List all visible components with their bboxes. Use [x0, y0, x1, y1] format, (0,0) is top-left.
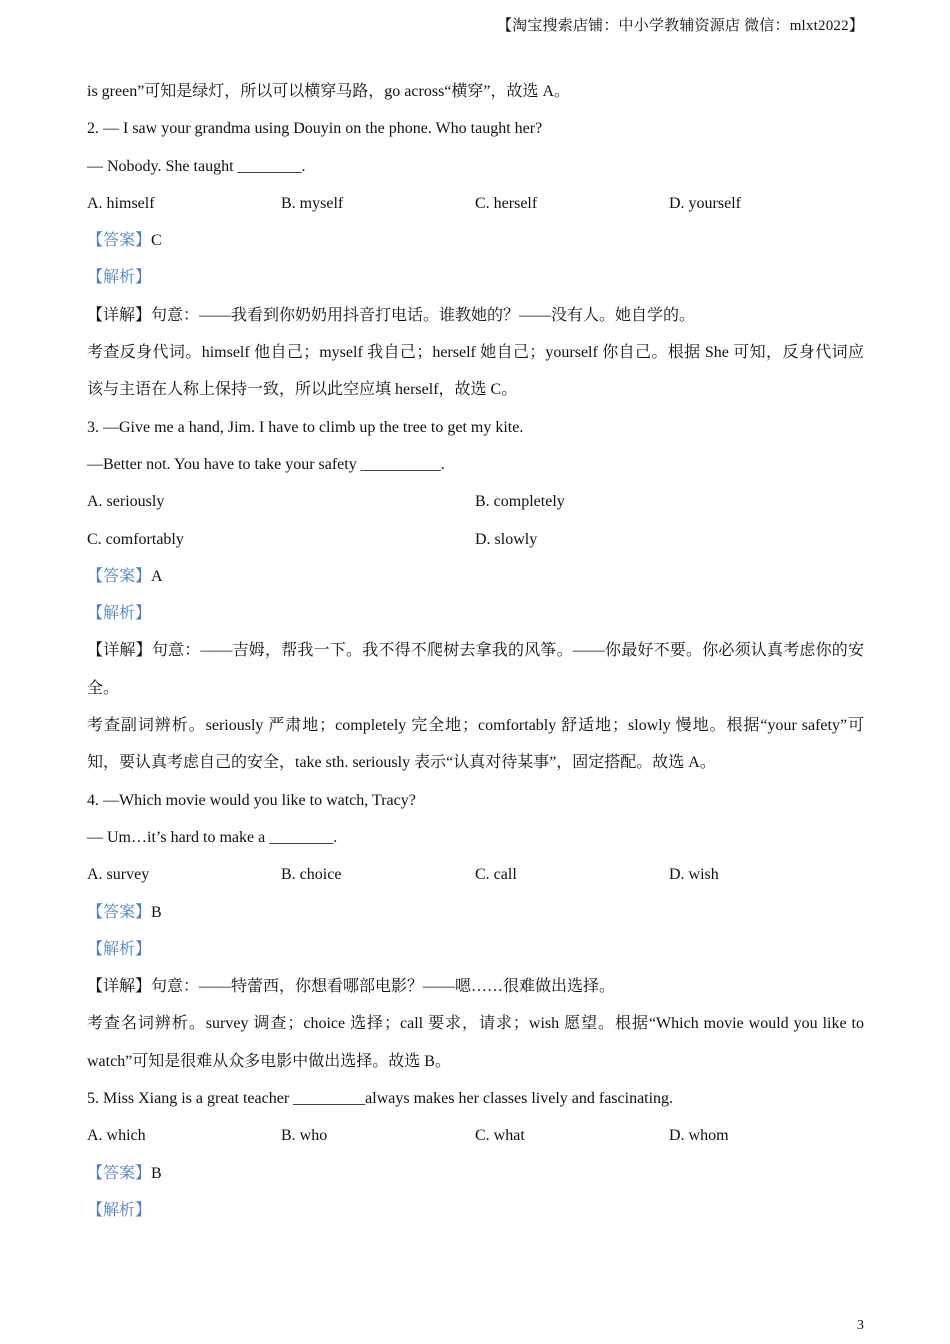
q2-explanation: 考查反身代词。himself 他自己；myself 我自己；herself 她自己；yourself 你自己。根据 She 可知，反身代词应该与主语在人称上保持一致，所以此空应填 herself，故选 C。: [87, 344, 864, 399]
q3-answer-value: A: [151, 567, 163, 585]
answer-label: 【答案】: [87, 232, 152, 250]
q4-options: [87, 856, 864, 893]
q3-prompt: 3. —Give me a hand, Jim. I have to climb up the tree to get my kite.: [87, 418, 524, 436]
q5-option-c: C. what: [475, 1127, 525, 1145]
q4-option-a: A. survey: [87, 866, 150, 884]
q3-answer: [87, 558, 864, 595]
q3-options-row2: [87, 521, 864, 558]
q2-detail: [87, 297, 864, 334]
q4-response: — Um…it’s hard to make a ________.: [87, 828, 338, 846]
detail-label: 【详解】: [87, 642, 152, 660]
answer-label: 【答案】: [87, 567, 152, 585]
page-header: 【淘宝搜索店铺：中小学教辅资源店 微信：mlxt2022】: [496, 18, 864, 34]
q4-detail-text: 句意：——特蕾西，你想看哪部电影？——嗯……很难做出选择。: [151, 978, 616, 996]
q2-answer: [87, 222, 864, 259]
q5-prompt: 5. Miss Xiang is a great teacher _________always makes her classes lively and fascinating.: [87, 1090, 674, 1108]
analysis-label: 【解析】: [87, 605, 152, 623]
q5-answer-value: B: [151, 1164, 162, 1182]
q2-option-a: A. himself: [87, 194, 155, 212]
answer-label: 【答案】: [87, 903, 152, 921]
q4-option-c: C. call: [475, 866, 517, 884]
q2-analysis-heading: [87, 259, 864, 296]
q5-answer: [87, 1155, 864, 1192]
q4-detail: [87, 968, 864, 1005]
document-body: [87, 73, 864, 1229]
q5-analysis-heading: [87, 1192, 864, 1229]
q2-option-d: D. yourself: [669, 194, 741, 212]
q3-option-d: D. slowly: [475, 530, 538, 548]
analysis-label: 【解析】: [87, 940, 152, 958]
page-number: 3: [857, 1318, 864, 1333]
q4-explanation: 考查名词辨析。survey 调查；choice 选择；call 要求，请求；wish 愿望。根据“Which movie would you like to watch”可知是很难从众多电影中做出选择。故选 B。: [87, 1015, 864, 1070]
q3-option-c: C. comfortably: [87, 530, 184, 548]
q4-prompt: 4. —Which movie would you like to watch, Tracy?: [87, 791, 416, 809]
detail-label: 【详解】: [87, 306, 152, 324]
q2-response: — Nobody. She taught ________.: [87, 157, 306, 175]
q5-option-d: D. whom: [669, 1127, 729, 1145]
q3-options-row1: [87, 483, 864, 520]
q5-options: [87, 1117, 864, 1154]
q2-detail-text: 句意：——我看到你奶奶用抖音打电话。谁教她的？——没有人。她自学的。: [151, 306, 696, 324]
q4-analysis-heading: [87, 931, 864, 968]
q4-answer: [87, 894, 864, 931]
carryover-explanation: is green”可知是绿灯，所以可以横穿马路，go across“横穿”，故选 A。: [87, 83, 571, 100]
q4-option-d: D. wish: [669, 866, 719, 884]
q2-option-c: C. herself: [475, 194, 538, 212]
analysis-label: 【解析】: [87, 269, 152, 287]
q3-detail: [87, 632, 864, 707]
q3-response: —Better not. You have to take your safety __________.: [87, 455, 445, 473]
q3-analysis-heading: [87, 595, 864, 632]
q4-option-b: B. choice: [281, 866, 342, 884]
detail-label: 【详解】: [87, 978, 152, 996]
q5-option-b: B. who: [281, 1127, 328, 1145]
answer-label: 【答案】: [87, 1164, 152, 1182]
q2-prompt: 2. — I saw your grandma using Douyin on the phone. Who taught her?: [87, 120, 543, 138]
q5-option-a: A. which: [87, 1127, 146, 1145]
q2-options: [87, 185, 864, 222]
q3-option-b: B. completely: [475, 493, 565, 511]
analysis-label: 【解析】: [87, 1201, 152, 1219]
q4-answer-value: B: [151, 903, 162, 921]
q2-answer-value: C: [151, 232, 162, 250]
q3-explanation: 考查副词辨析。seriously 严肃地；completely 完全地；comfortably 舒适地；slowly 慢地。根据“your safety”可知，要认真考虑自己的安全，take sth. seriously 表示“认真对待某事”，固定搭配。故选 A。: [87, 717, 864, 772]
q2-option-b: B. myself: [281, 194, 344, 212]
q3-detail-text: 句意：——吉姆，帮我一下。我不得不爬树去拿我的风筝。——你最好不要。你必须认真考虑你的安全。: [87, 642, 864, 697]
q3-option-a: A. seriously: [87, 493, 165, 511]
